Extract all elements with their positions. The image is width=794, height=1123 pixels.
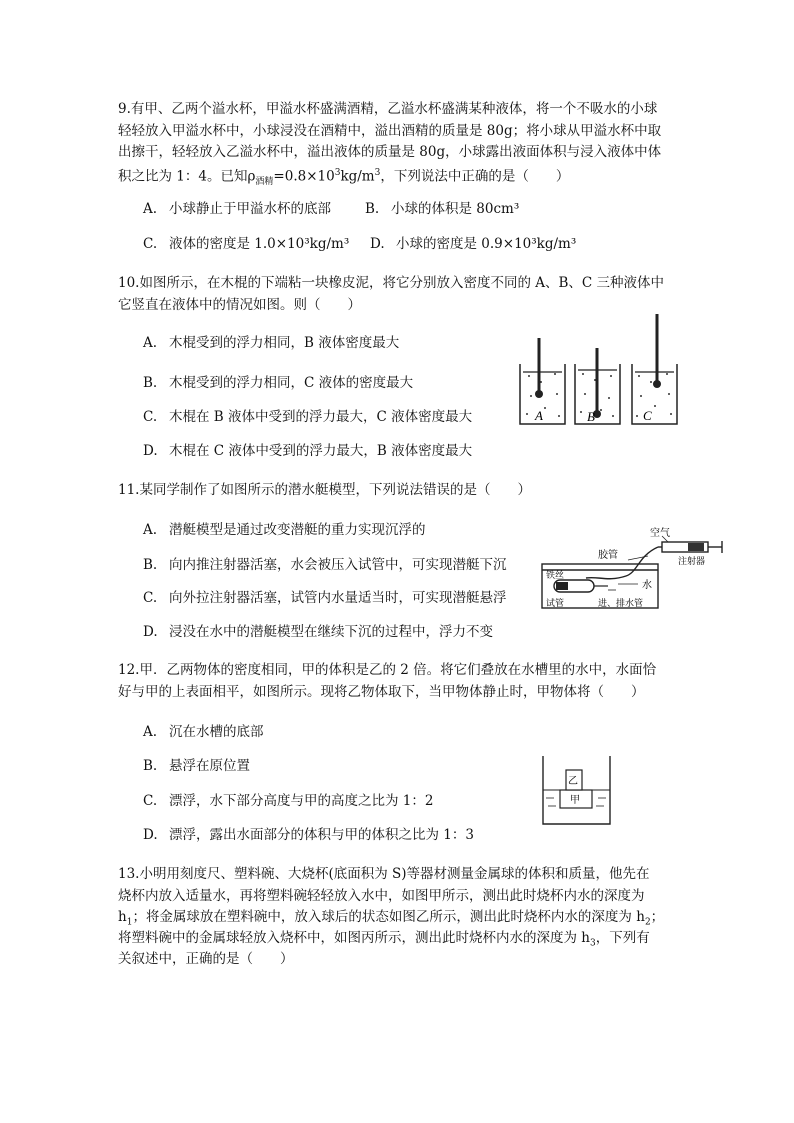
q11-option-d: D. 浸没在水中的潜艇模型在继续下沉的过程中，浮力不变 (143, 624, 493, 640)
label-water: 水 (642, 580, 652, 591)
label-wire: 铁丝 (546, 571, 565, 581)
q9-option-b: B. 小球的体积是 80cm³ (365, 201, 520, 217)
beaker-label-a: A (535, 408, 543, 423)
q13-line-1: 13.小明用刻度尺、塑料碗、大烧杯(底面积为 S)等器材测量金属球的体积和质量，他先在 (118, 866, 650, 882)
q12-line-2: 好与甲的上表面相平，如图所示。现将乙物体取下，当甲物体静止时，甲物体将（ ） (118, 684, 645, 700)
q9-option-d: D. 小球的密度是 0.9×10³kg/m³ (370, 236, 577, 252)
beaker-label-c: C (643, 408, 652, 423)
q12-line-1: 12.甲．乙两物体的密度相同，甲的体积是乙的 2 倍。将它们叠放在水槽里的水中，水面恰 (118, 662, 657, 678)
beaker-c (632, 364, 677, 424)
hose (586, 547, 658, 579)
q9-line-3: 出擦干，轻轻放入乙溢水杯中，溢出液体的质量是 80g，小球露出液面体积与浸入液体中体 (118, 144, 662, 160)
stacked-blocks-figure (540, 752, 614, 828)
syringe-plunger (688, 543, 704, 551)
q10-option-c: C. 木棍在 B 液体中受到的浮力最大，C 液体密度最大 (143, 409, 473, 425)
q9-line-4: 积之比为 1：4。已知$\rho_{酒精}=0.8\times 10^3kg/m^3$，下列说法中正确的是（ ） (118, 168, 570, 188)
q12-option-d: D. 漂浮，露出水面部分的体积与甲的体积之比为 1：3 (143, 827, 474, 843)
q12-option-a: A. 沉在水槽的底部 (143, 724, 264, 740)
q10-line-2: 它竖直在液体中的情况如图。则（ ） (118, 297, 361, 313)
q10-line-1: 10.如图所示，在木棍的下端粘一块橡皮泥，将它分别放入密度不同的 A、B、C 三种液体中 (118, 275, 665, 291)
submarine-model-figure (538, 526, 728, 618)
q11-option-a: A. 潜艇模型是通过改变潜艇的重力实现沉浮的 (143, 522, 426, 538)
label-hose: 胶管 (598, 550, 618, 561)
q13-line-2: 烧杯内放入适量水，再将塑料碗轻轻放入水中，如图甲所示，测出此时烧杯内水的深度为 (118, 888, 645, 904)
q9-line-2: 轻轻放入甲溢水杯中，小球浸没在酒精中，溢出酒精的质量是 80g；将小球从甲溢水杯中取 (118, 123, 662, 139)
q13-line-4: 将塑料碗中的金属球轻放入烧杯中，如图丙所示，测出此时烧杯内水的深度为 $h_3$，下列有 (118, 930, 650, 949)
q9-option-a: A. 小球静止于甲溢水杯的底部 (143, 201, 331, 217)
q11-option-b: B. 向内推注射器活塞，水会被压入试管中，可实现潜艇下沉 (143, 557, 507, 573)
label-tube: 试管 (546, 599, 565, 609)
q13-line-3: $h_1$；将金属球放在塑料碗中，放入球后的状态如图乙所示，测出此时烧杯内水的深度为 $h_2$； (118, 909, 665, 928)
q11-line-1: 11.某同学制作了如图所示的潜水艇模型，下列说法错误的是（ ） (118, 482, 531, 498)
q12-option-c: C. 漂浮，水下部分高度与甲的高度之比为 1：2 (143, 793, 434, 809)
q9-line-1: 9.有甲、乙两个溢水杯，甲溢水杯盛满酒精，乙溢水杯盛满某种液体，将一个不吸水的小球 (118, 101, 658, 117)
beaker-label-b: B (587, 409, 595, 424)
q10-option-d: D. 木棍在 C 液体中受到的浮力最大，B 液体密度最大 (143, 443, 473, 459)
q10-option-b: B. 木棍受到的浮力相同，C 液体的密度最大 (143, 375, 414, 391)
q10-option-a: A. 木棍受到的浮力相同，B 液体密度最大 (143, 335, 400, 351)
label-inlet: 进、排水管 (598, 599, 644, 609)
block-jia-label: 甲 (570, 795, 580, 806)
three-beakers-figure (515, 312, 695, 432)
label-air: 空气 (650, 528, 670, 539)
q13-line-5: 关叙述中，正确的是（ ） (118, 951, 294, 967)
block-yi-label: 乙 (568, 776, 578, 787)
q12-option-b: B. 悬浮在原位置 (143, 758, 250, 774)
q11-option-c: C. 向外拉注射器活塞，试管内水量适当时，可实现潜艇悬浮 (143, 590, 507, 606)
label-syringe: 注射器 (678, 557, 706, 567)
q9-option-c: C. 液体的密度是 1.0×10³kg/m³ (143, 236, 350, 252)
